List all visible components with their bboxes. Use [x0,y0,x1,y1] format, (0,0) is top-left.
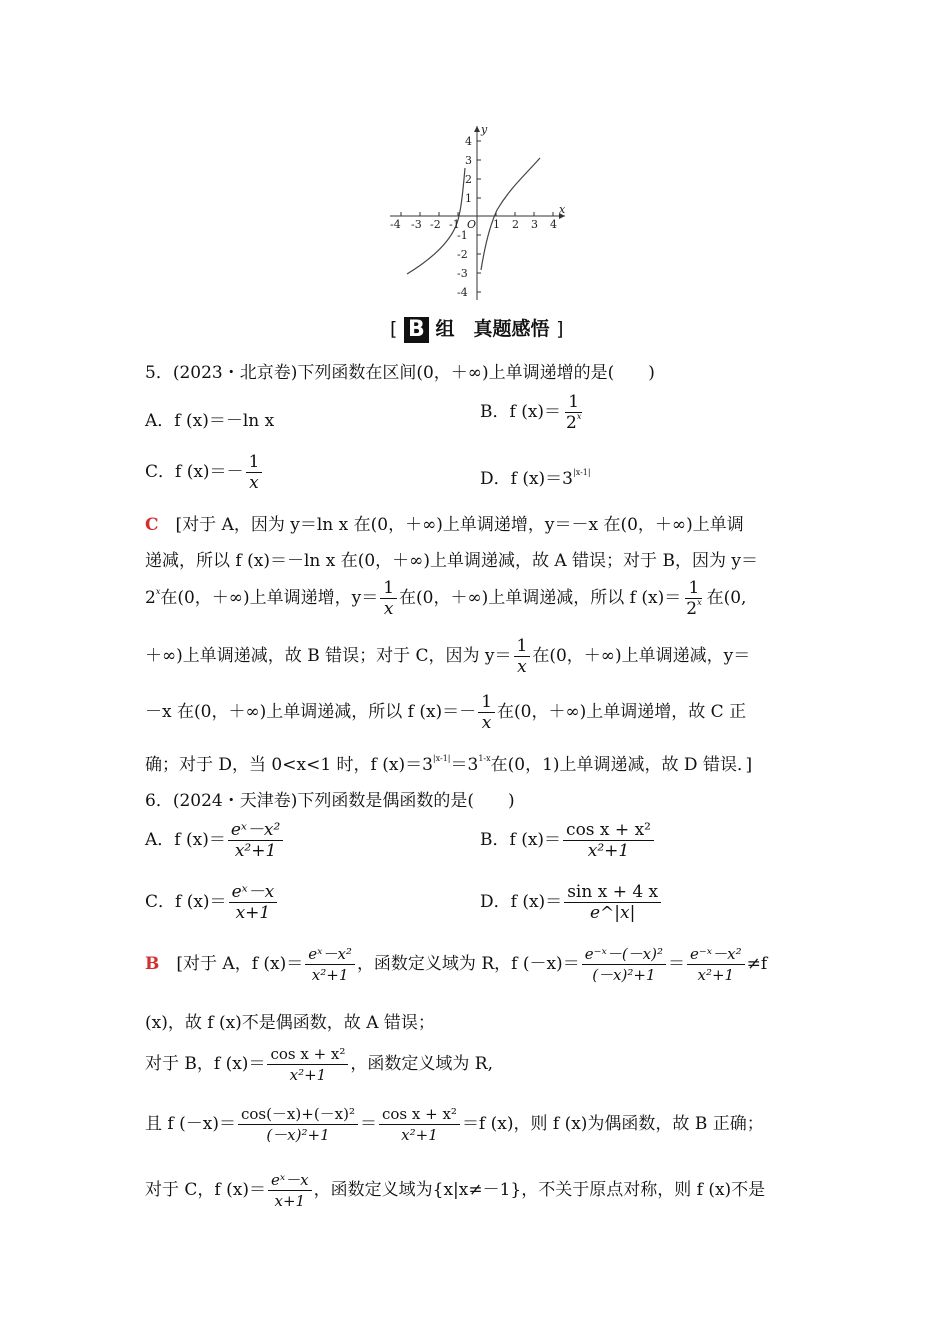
x-tick-label: 4 [550,218,557,231]
x-tick-label: -3 [411,218,422,231]
q5-option-d [480,464,591,489]
a5-line-4 [145,636,750,677]
numerator: cos x + x² [267,1044,348,1065]
text: ，函数定义域为 R，f (－x)＝ [356,954,580,974]
q6-option-c [145,882,279,923]
denominator: x [249,473,259,493]
a5-line-2: 递减，所以 f (x)＝－ln x 在(0，＋∞)上单调递减，故 A 错误；对于 B，因为 y＝ [145,551,758,571]
y-tick-label: -1 [457,229,468,242]
a5-line-1 [145,510,744,535]
numerator: cos x + x² [379,1104,460,1125]
numerator: e⁻ˣ－(－x)² [582,944,666,965]
numerator: 1 [565,392,582,413]
y-tick-label: 3 [465,154,472,167]
x-tick-label: -1 [449,218,460,231]
text: ＝f (x)，则 f (x)为偶函数，故 B 正确； [461,1114,764,1134]
a5-line-6 [145,750,752,775]
numerator: sin x + 4 x [564,882,661,903]
text: 且 f (－x)＝ [145,1114,236,1134]
function-graph [385,120,570,305]
denominator: x [517,657,527,677]
denominator-base: 2 [566,413,577,433]
denominator: (－x)²+1 [266,1126,330,1144]
numerator: e⁻ˣ－x² [687,944,745,965]
denominator: x²+1 [587,841,630,861]
section-title: 组 真题感悟 [435,318,550,340]
bracket-left: [ [390,318,398,340]
prefix: A．f (x)＝ [145,830,226,850]
y-tick-label: 1 [465,192,472,205]
x-tick-label: 2 [512,218,519,231]
text: [对于 A，因为 y＝ln x 在(0，＋∞)上单调递增，y＝－x 在(0，＋∞)上单调 [175,515,744,535]
q5-option-c [145,452,264,493]
answer-key: C [145,515,159,535]
text: 对于 C，f (x)＝ [145,1180,266,1200]
answer-key: B [145,954,160,974]
numerator: 1 [246,452,263,473]
exponent: x [697,598,702,607]
a6-line-2: (x)，故 f (x)不是偶函数，故 A 错误； [145,1013,435,1033]
y-axis-label: y [481,123,488,136]
numerator: eˣ－x [268,1170,312,1191]
text: 在(0，＋∞)上单调递减，所以 f (x)＝ [399,588,682,608]
numerator: eˣ－x [229,882,278,903]
text: ＝ [668,954,685,974]
q5-stem: 5．(2023・北京卷)下列函数在区间(0，＋∞)上单调递增的是( ) [145,363,655,383]
exponent: 1-x [478,754,491,763]
text: ，函数定义域为{x|x≠－1}，不关于原点对称，则 f (x)不是 [313,1180,766,1200]
q6-stem: 6．(2024・天津卷)下列函数是偶函数的是( ) [145,791,515,811]
denominator: x²+1 [289,1066,327,1084]
prefix: B．f (x)＝ [480,830,562,850]
text: ≠f [746,954,768,974]
text: ＋∞)上单调递减，故 B 错误；对于 C，因为 y＝ [145,646,512,666]
prefix: D．f (x)＝ [480,892,563,912]
a5-line-3 [145,578,746,619]
numerator: 1 [478,692,495,713]
x-axis-label: x [559,203,566,216]
text: 在(0，＋∞)上单调递减，y＝ [532,646,751,666]
a5-line-5 [145,692,746,733]
q6-option-d [480,882,663,923]
denominator: x²+1 [311,966,349,984]
x-tick-label: -2 [430,218,441,231]
text: 确；对于 D，当 0<x<1 时，f (x)＝3 [145,755,433,775]
exponent: |x-1| [432,754,451,763]
numerator: eˣ－x² [305,944,355,965]
a6-line-1 [145,944,767,985]
exponent: x [155,587,161,596]
numerator: 1 [380,578,397,599]
denominator-base: 2 [686,599,698,619]
denominator: x+1 [274,1192,306,1210]
q5-option-b [480,392,586,433]
exponent: x [576,412,582,421]
a6-line-4 [145,1104,764,1145]
text: [对于 A，f (x)＝ [176,954,304,974]
exponent: |x-1| [573,468,591,477]
y-tick-label: -3 [457,267,468,280]
origin-label: O [467,218,477,231]
section-badge: B [404,317,429,343]
y-tick-label: -4 [457,286,468,299]
text: ＝ [360,1114,377,1134]
text: 2 [145,588,156,608]
text: －x 在(0，＋∞)上单调递减，所以 f (x)＝－ [145,702,477,722]
curve-right-branch [481,158,540,270]
numerator: cos(－x)+(－x)² [238,1104,358,1125]
text: 在(0，＋∞)上单调递增，y＝ [160,588,379,608]
q5-option-a: A．f (x)＝－ln x [145,411,275,431]
x-tick-label: 3 [531,218,538,231]
a6-line-3 [145,1044,493,1085]
text: ，函数定义域为 R, [350,1054,493,1074]
q6-option-a [145,820,285,861]
x-tick-label: 1 [493,218,500,231]
denominator: e^|x| [589,903,636,923]
numerator: eˣ－x² [228,820,284,841]
numerator: 1 [685,578,702,599]
y-tick-label: -2 [457,248,468,261]
denominator: x²+1 [401,1126,438,1144]
section-heading [390,314,564,343]
denominator: x [481,713,492,733]
denominator: (－x)²+1 [592,966,656,984]
y-axis-arrow-icon [474,126,480,132]
x-tick-label: -4 [390,218,401,231]
numerator: cos x + x² [563,820,654,841]
numerator: 1 [514,636,531,657]
denominator: x [383,599,394,619]
q5-option-d-prefix: D．f (x)＝3 [480,469,573,489]
bracket-right: ] [556,318,564,340]
text: ＝3 [450,755,479,775]
q5-option-b-prefix: B．f (x)＝ [480,402,562,422]
text: 对于 B，f (x)＝ [145,1054,266,1074]
prefix: C．f (x)＝ [145,892,227,912]
q6-option-b [480,820,656,861]
q5-option-c-prefix: C．f (x)＝－ [145,462,244,482]
text: 在(0，1)上单调递减，故 D 错误．] [490,755,753,775]
denominator: x+1 [235,903,271,923]
denominator: x²+1 [234,841,277,861]
text: 在(0, [706,588,747,608]
denominator: x²+1 [697,966,735,984]
text: 在(0，＋∞)上单调递增，故 C 正 [497,702,747,722]
y-tick-label: 2 [465,173,472,186]
y-tick-label: 4 [465,135,472,148]
a6-line-5 [145,1170,765,1211]
